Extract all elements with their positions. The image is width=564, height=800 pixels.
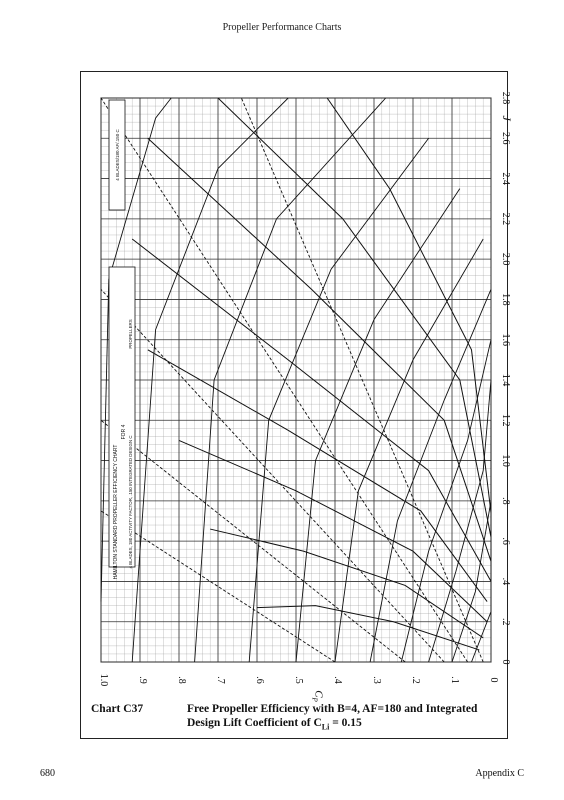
blade-angle-line: [296, 189, 460, 662]
efficiency-contour: [179, 440, 487, 621]
j-tick-label: .6: [500, 537, 511, 545]
caption-line-2: [187, 716, 497, 734]
j-tick-label: 1.6: [500, 333, 511, 346]
title-line: FOR 4: [121, 424, 127, 440]
cp-tick-label: 0: [488, 677, 499, 683]
page-number: 680: [40, 768, 55, 779]
title-line-end: PROPELLERS: [128, 319, 133, 349]
j-tick-label: .2: [500, 617, 511, 626]
cp-tick-label: .5: [293, 676, 304, 684]
cp-tick-label: .6: [254, 676, 265, 684]
title-line: 4 BLADES, 180 ACTIVITY FACTOR, .150 INTEGRATED DESIGN C: [128, 435, 133, 569]
chart-frame: [80, 71, 514, 739]
cp-tick-label: .1: [449, 676, 460, 684]
cp-tick-label: .7: [215, 676, 226, 684]
j-tick-label: 2.6: [500, 132, 511, 145]
j-tick-label: 2.4: [500, 172, 511, 185]
page-header: Propeller Performance Charts: [222, 22, 342, 33]
caption-line-1: Free Propeller Efficiency with B=4, AF=180 and Integrated: [187, 703, 478, 715]
cp-tick-label: .4: [332, 676, 343, 684]
appendix-label: Appendix C: [475, 768, 524, 779]
efficiency-chart: [81, 72, 514, 740]
cp-tick-label: .2: [410, 676, 421, 684]
j-tick-label-zero: 0: [500, 659, 511, 665]
j-tick-label: 1.4: [500, 373, 511, 387]
efficiency-contour: [218, 98, 491, 537]
j-tick-label: .8: [500, 497, 511, 505]
cp-tick-label: .9: [137, 676, 148, 684]
caption-line-2-main: Design Lift Coefficient of C: [187, 717, 322, 729]
cp-axis-label: $C_P$: [310, 690, 325, 702]
blade-angle-line: [335, 239, 483, 662]
j-tick-label: 2.0: [500, 252, 511, 266]
cp-axis-label-sub: P: [310, 697, 319, 702]
j-tick-label: 1.2: [500, 414, 511, 427]
title-line: HAMILTON STANDARD PROPELLER EFFICIENCY CHART: [113, 444, 119, 580]
efficiency-contour: [148, 350, 487, 602]
caption-line-2-value: = 0.15: [329, 717, 362, 729]
header-label: 4 BLADES/180 AF/.150 C: [115, 129, 120, 181]
cp-tick-label: .8: [176, 676, 187, 684]
caption-chart-id: Chart C37: [91, 703, 144, 715]
cp-tick-label: .3: [371, 676, 382, 684]
j-tick-label: 1.8: [500, 293, 511, 306]
caption-text: [187, 702, 497, 734]
blade-angle-line: [370, 289, 491, 662]
j-tick-label: .4: [499, 577, 511, 586]
caption-subscript: Li: [321, 722, 330, 732]
j-tick-label: 2.2: [500, 212, 511, 226]
cp-tick-label: 1.0: [98, 673, 109, 687]
j-tick-label: 2.8: [500, 91, 511, 105]
j-axis-label: J: [500, 115, 514, 121]
j-tick-label: 1.0: [500, 454, 511, 467]
efficiency-contour: [327, 98, 491, 513]
